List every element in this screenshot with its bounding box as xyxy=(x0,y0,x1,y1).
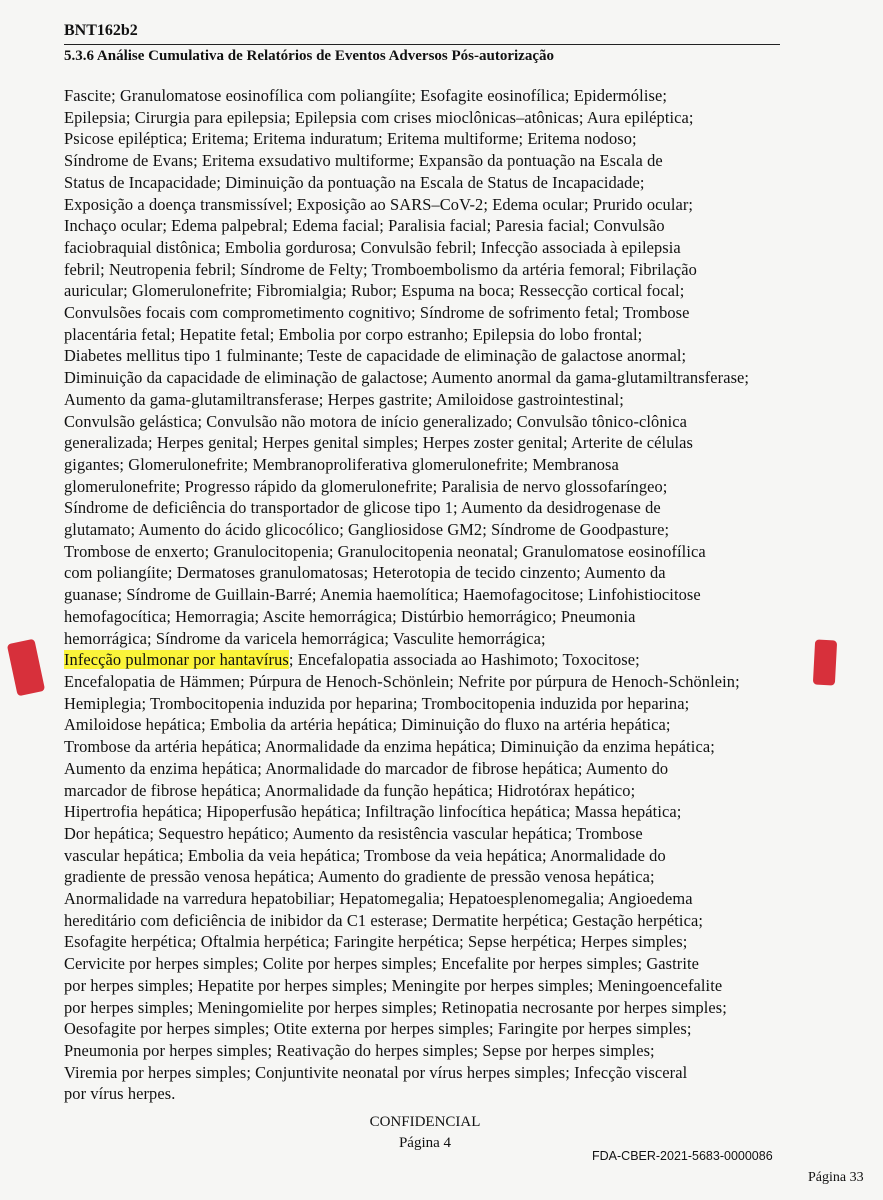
body-line: gigantes; Glomerulonefrite; Membranoproliferativa glomerulonefrite; Membranosa xyxy=(64,454,619,474)
body-line: placentária fetal; Hepatite fetal; Embolia por corpo estranho; Epilepsia do lobo frontal; xyxy=(64,324,643,344)
body-line: Aumento da gama-glutamiltransferase; Herpes gastrite; Amiloidose gastrointestinal; xyxy=(64,389,624,409)
body-line: vascular hepática; Embolia da veia hepática; Trombose da veia hepática; Anormalidade do xyxy=(64,845,666,865)
body-line: Epilepsia; Cirurgia para epilepsia; Epilepsia com crises mioclônicas–atônicas; Aura epiléptica; xyxy=(64,107,694,127)
body-line: marcador de fibrose hepática; Anormalidade da função hepática; Hidrotórax hepático; xyxy=(64,780,636,800)
body-line: glomerulonefrite; Progresso rápido da glomerulonefrite; Paralisia de nervo glossofaríngeo; xyxy=(64,476,668,496)
body-line: Diminuição da capacidade de eliminação de galactose; Aumento anormal da gama-glutamiltransferase; xyxy=(64,368,750,388)
body-line: Viremia por herpes simples; Conjuntivite neonatal por vírus herpes simples; Infecção visceral xyxy=(64,1062,688,1082)
body-line: hemofagocítica; Hemorragia; Ascite hemorrágica; Distúrbio hemorrágico; Pneumonia xyxy=(64,606,636,626)
body-line: febril; Neutropenia febril; Síndrome de Felty; Tromboembolismo da artéria femoral; Fibrilação xyxy=(64,259,697,279)
body-line: hemorrágica; Síndrome da varicela hemorrágica; Vasculite hemorrágica; xyxy=(64,628,546,648)
body-line: Cervicite por herpes simples; Colite por herpes simples; Encefalite por herpes simples; Gastrite xyxy=(64,954,700,974)
body-line: Oesofagite por herpes simples; Otite externa por herpes simples; Faringite por herpes simples; xyxy=(64,1019,692,1039)
body-text xyxy=(64,85,794,1105)
body-line: Psicose epiléptica; Eritema; Eritema induratum; Eritema multiforme; Eritema nodoso; xyxy=(64,129,637,149)
highlighted-line xyxy=(64,649,794,671)
header-rule xyxy=(64,44,780,45)
body-line: gradiente de pressão venosa hepática; Aumento do gradiente de pressão venosa hepática; xyxy=(64,867,655,887)
footer-confidential: CONFIDENCIAL xyxy=(369,1114,481,1130)
body-line: Encefalopatia de Hämmen; Púrpura de Henoch-Schönlein; Nefrite por púrpura de Henoch-Schönlein; xyxy=(64,671,740,691)
body-line: auricular; Glomerulonefrite; Fibromialgia; Rubor; Espuma na boca; Ressecção cortical focal; xyxy=(64,281,685,301)
doc-id: BNT162b2 xyxy=(64,22,138,39)
page-number: Página 33 xyxy=(808,1170,864,1185)
body-line: por herpes simples; Meningomielite por herpes simples; Retinopatia necrosante por herpes simples; xyxy=(64,997,727,1017)
body-line: com poliangíite; Dermatoses granulomatosas; Heterotopia de tecido cinzento; Aumento da xyxy=(64,563,666,583)
body-line: Dor hepática; Sequestro hepático; Aumento da resistência vascular hepática; Trombose xyxy=(64,823,643,843)
body-line: Fascite; Granulomatose eosinofílica com poliangíite; Esofagite eosinofílica; Epidermólise; xyxy=(64,86,667,105)
body-line: por vírus herpes. xyxy=(64,1084,176,1104)
body-line: Síndrome de Evans; Eritema exsudativo multiforme; Expansão da pontuação na Escala de xyxy=(64,151,663,171)
body-line: Diabetes mellitus tipo 1 fulminante; Teste de capacidade de eliminação de galactose anormal; xyxy=(64,346,687,366)
body-line: Convulsões focais com comprometimento cognitivo; Síndrome de sofrimento fetal; Trombose xyxy=(64,303,690,323)
body-line: Exposição a doença transmissível; Exposição ao SARS–CoV-2; Edema ocular; Prurido ocular; xyxy=(64,194,694,214)
body-line: Status de Incapacidade; Diminuição da pontuação na Escala de Status de Incapacidade; xyxy=(64,172,645,192)
highlighted-line-rest: ; Encefalopatia associada ao Hashimoto; Toxocitose; xyxy=(288,650,640,670)
body-line: Hemiplegia; Trombocitopenia induzida por heparina; Trombocitopenia induzida por heparina; xyxy=(64,693,690,713)
body-line: guanase; Síndrome de Guillain-Barré; Anemia haemolítica; Haemofagocitose; Linfohistiocitose xyxy=(64,585,701,605)
section-title: 5.3.6 Análise Cumulativa de Relatórios de Eventos Adversos Pós-autorização xyxy=(64,48,554,64)
body-line: Trombose da artéria hepática; Anormalidade da enzima hepática; Diminuição da enzima hepática; xyxy=(64,737,715,757)
body-line: generalizada; Herpes genital; Herpes genital simples; Herpes zoster genital; Arterite de células xyxy=(64,433,694,453)
body-line: faciobraquial distônica; Embolia gordurosa; Convulsão febril; Infecção associada à epilepsia xyxy=(64,237,681,257)
red-mark-right xyxy=(813,639,837,685)
red-mark-left xyxy=(7,639,45,697)
body-line: Convulsão gelástica; Convulsão não motora de início generalizado; Convulsão tônico-clônica xyxy=(64,411,688,431)
body-line: Anormalidade na varredura hepatobiliar; Hepatomegalia; Hepatoesplenomegalia; Angioedema xyxy=(64,889,693,909)
footer-page-label: Página 4 xyxy=(398,1135,452,1151)
body-line: Trombose de enxerto; Granulocitopenia; Granulocitopenia neonatal; Granulomatose eosinofílica xyxy=(64,541,706,561)
body-line: hereditário com deficiência de inibidor da C1 esterase; Dermatite herpética; Gestação herpética; xyxy=(64,910,703,930)
highlighted-term: Infecção pulmonar por hantavírus xyxy=(64,650,289,670)
body-line: por herpes simples; Hepatite por herpes simples; Meningite por herpes simples; Meningoencefalite xyxy=(64,975,723,995)
body-line: glutamato; Aumento do ácido glicocólico; Gangliosidose GM2; Síndrome de Goodpasture; xyxy=(64,520,670,540)
body-line: Hipertrofia hepática; Hipoperfusão hepática; Infiltração linfocítica hepática; Massa hepática; xyxy=(64,802,682,822)
body-line: Inchaço ocular; Edema palpebral; Edema facial; Paralisia facial; Paresia facial; Convulsão xyxy=(64,216,665,236)
body-line: Amiloidose hepática; Embolia da artéria hepática; Diminuição do fluxo na artéria hepática; xyxy=(64,715,671,735)
body-line: Pneumonia por herpes simples; Reativação do herpes simples; Sepse por herpes simples; xyxy=(64,1040,655,1060)
body-line: Aumento da enzima hepática; Anormalidade do marcador de fibrose hepática; Aumento do xyxy=(64,758,669,778)
fda-reference: FDA-CBER-2021-5683-0000086 xyxy=(592,1149,773,1163)
body-line: Síndrome de deficiência do transportador de glicose tipo 1; Aumento da desidrogenase de xyxy=(64,498,661,518)
body-line: Esofagite herpética; Oftalmia herpética; Faringite herpética; Sepse herpética; Herpes simples; xyxy=(64,932,688,952)
